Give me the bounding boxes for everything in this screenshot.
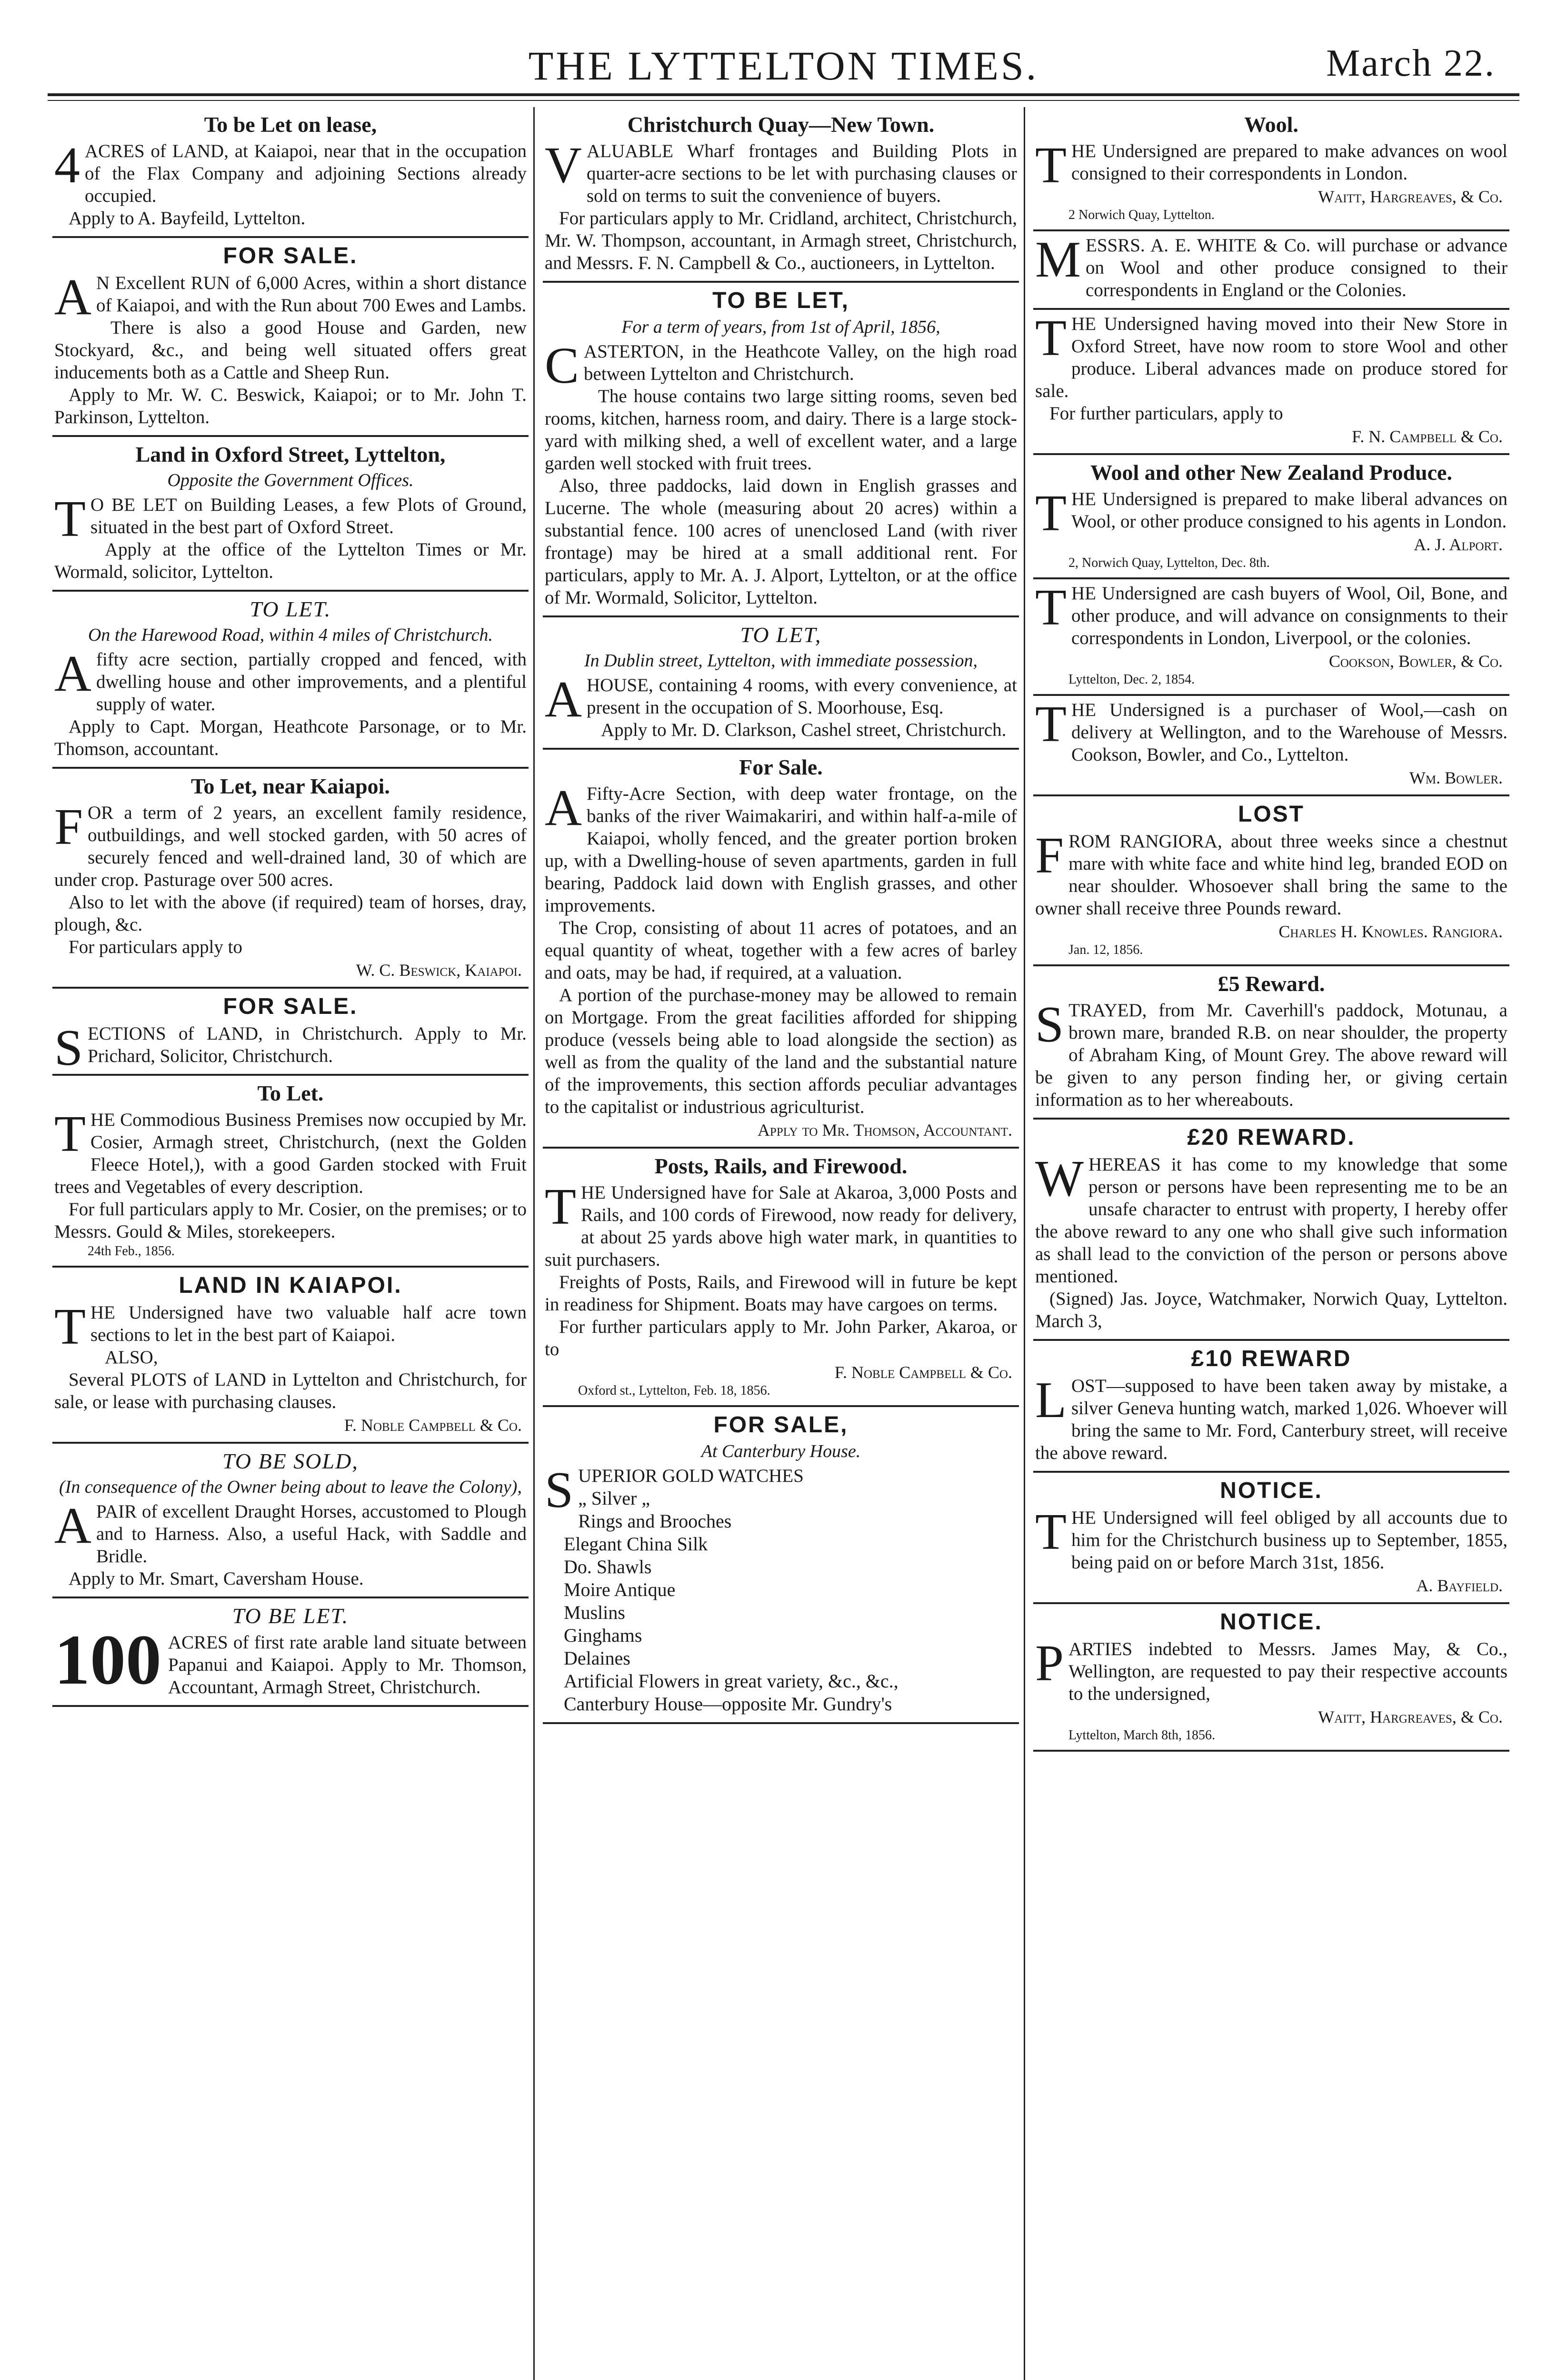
ad-paragraph: A portion of the purchase-money may be allowed to remain on Mortgage. From the great facilities afforded for shipping produce (vessels being able to load alongside the section) as well as from the quality of the land and the substantial nature of the improvements, this section affords peculiar advantages to the capitalist or industrious agriculturist. — [545, 985, 1017, 1117]
goods-list — [564, 1487, 1017, 1716]
ad-text: ACRES of LAND, at Kaiapoi, near that in the occupation of the Flax Company and adjoining Sections already occupied. — [85, 141, 527, 206]
ad-signature: A. Bayfield. — [1416, 1576, 1503, 1595]
ad-heading: £5 Reward. — [1218, 972, 1325, 996]
ad-heading: To Let, near Kaiapoi. — [191, 774, 390, 798]
ad-heading: NOTICE. — [1220, 1478, 1323, 1503]
ad-signature: Cookson, Bowler, & Co. — [1328, 652, 1503, 671]
ad-paragraph: The house contains two large sitting rooms, seven bed rooms, kitchen, harness room, and dairy. There is a large stock-yard with milking shed, a well of excellent water, and a large garden well stocked with fruit trees. — [545, 386, 1017, 474]
goods-list-item: Muslins — [564, 1602, 625, 1623]
ad-text: ACRES of first rate arable land situate between Papanui and Kaiapoi. Apply to Mr. Thomson, Accountant, Armagh Street, Christchurch. — [168, 1632, 527, 1697]
ad-text: N Excellent RUN of 6,000 Acres, within a short distance of Kaiapoi, and with the Run about 700 Ewes and Lambs. — [96, 273, 527, 316]
drop-capital: P — [1035, 1635, 1064, 1692]
ad-paragraph: For further particulars apply to Mr. John Parker, Akaroa, or to — [545, 1317, 1017, 1359]
ad-text: HE Undersigned having moved into their New Store in Oxford Street, have now room to store Wool and other produce. Liberal advances made on produce stored for sale. — [1035, 314, 1507, 401]
drop-capital: M — [1035, 231, 1081, 288]
advertisement — [543, 283, 1019, 617]
drop-capital: S — [54, 1020, 83, 1076]
ad-body — [1035, 579, 1507, 649]
ad-text: Fifty-Acre Section, with deep water frontage, on the banks of the river Waimakariri, and within half-a-mile of Kaiapoi, wholly fenced, and the greater portion broken up, with a Dwelling-house of seven apartments, garden in full bearing, Paddock laid down with English grasses, and other improvements. — [545, 783, 1017, 916]
masthead — [52, 33, 1515, 89]
drop-capital: T — [1035, 1504, 1067, 1560]
ad-body — [1035, 137, 1507, 194]
ad-body — [545, 671, 1017, 728]
ad-paragraph: Also to let with the above (if required) team of horses, dray, plough, &c. — [54, 892, 527, 935]
ad-subheading: For a term of years, from 1st of April, 1856, — [621, 317, 940, 337]
ad-paragraph: For full particulars apply to Mr. Cosier, on the premises; or to Messrs. Gould & Miles, storekeepers. — [54, 1199, 527, 1242]
goods-list-item: Elegant China Silk — [564, 1533, 708, 1555]
goods-list-item: Moire Antique — [564, 1579, 676, 1600]
ad-text: HE Undersigned have two valuable half acre town sections to let in the best part of Kaiapoi. — [90, 1302, 527, 1345]
ad-body — [54, 1620, 527, 1699]
ad-heading: LOST — [1238, 802, 1305, 827]
advertisement — [1033, 231, 1509, 310]
ad-body — [545, 1181, 1017, 1271]
advertisement — [1033, 796, 1509, 966]
ad-heading: To be Let on lease, — [204, 112, 377, 137]
ad-heading: To Let. — [257, 1081, 324, 1105]
ad-text: ARTIES indebted to Messrs. James May, & Co., Wellington, are requested to pay their respective accounts to the undersigned, — [1068, 1639, 1507, 1704]
ad-body — [54, 491, 527, 547]
ad-body — [54, 269, 527, 326]
column-divider — [533, 107, 535, 2380]
ad-heading: £20 REWARD. — [1187, 1125, 1356, 1150]
drop-capital: T — [54, 1299, 86, 1355]
advertisement — [1033, 1341, 1509, 1473]
advertisement — [1033, 696, 1509, 796]
ad-body — [54, 1497, 527, 1567]
advertisement — [1033, 310, 1509, 455]
goods-list-item: Do. Shawls — [564, 1556, 652, 1577]
ad-heading: Land in Oxford Street, Lyttelton, — [135, 442, 446, 466]
drop-capital: T — [1035, 696, 1067, 753]
ad-body — [1035, 1635, 1507, 1705]
advertisement — [52, 1268, 529, 1444]
ad-text: ESSRS. A. E. WHITE & Co. will purchase or advance on Wool and other produce consigned to their correspondents in England or the Colonies. — [1086, 235, 1507, 300]
ad-body — [1035, 996, 1507, 1111]
drop-capital: S — [545, 1462, 574, 1518]
drop-capital: A — [54, 269, 91, 326]
ad-subheading: At Canterbury House. — [701, 1441, 861, 1461]
goods-list-item: „ Silver „ — [578, 1488, 650, 1509]
ad-body — [54, 799, 527, 891]
ad-date: 24th Feb., 1856. — [88, 1244, 175, 1259]
ad-text: HE Undersigned is a purchaser of Wool,—cash on delivery at Wellington, and to the Warehouse of Messrs. Cookson, Bowler, and Co., Lyttelton. — [1071, 700, 1507, 765]
ad-subheading: (In consequence of the Owner being about to leave the Colony), — [59, 1477, 522, 1497]
ad-body — [54, 645, 527, 715]
masthead-rule — [48, 93, 1519, 96]
ad-paragraph: ALSO, — [104, 1347, 158, 1368]
drop-capital: W — [1035, 1150, 1084, 1207]
ad-heading: FOR SALE. — [223, 994, 358, 1019]
ad-text: OST—supposed to have been taken away by mistake, a silver Geneva hunting watch, marked 1,026. Whoever will bring the same to Mr. Ford, Canterbury street, will receive the above reward. — [1035, 1376, 1507, 1463]
advertisement — [52, 989, 529, 1076]
ad-heading: LAND IN KAIAPOI. — [179, 1273, 402, 1298]
ad-paragraph: For particulars apply to — [69, 937, 242, 957]
ad-text: TRAYED, from Mr. Caverhill's paddock, Motunau, a brown mare, branded R.B. on near shoulder, the property of Abraham King, of Mount Grey. The above reward will be given to any person finding her, or giving certain information as to her whereabouts. — [1035, 1000, 1507, 1110]
ad-text: HE Undersigned are prepared to make advances on wool consigned to their correspondents in London. — [1071, 141, 1507, 184]
ad-heading: For Sale. — [739, 755, 823, 779]
ad-signature: Waitt, Hargreaves, & Co. — [1318, 1707, 1503, 1726]
drop-capital: S — [1035, 996, 1064, 1053]
drop-capital: T — [1035, 137, 1067, 194]
ad-subheading: Opposite the Government Offices. — [167, 470, 414, 490]
drop-capital: F — [54, 799, 83, 855]
advertisement — [543, 1149, 1019, 1407]
advertisement — [52, 1076, 529, 1268]
ad-text: ROM RANGIORA, about three weeks since a chestnut mare with white face and white hind leg, branded EOD on near shoulder. Whosoever shall bring the same to the owner shall receive three Pounds reward. — [1035, 831, 1507, 919]
issue-date: March 22. — [1326, 42, 1496, 84]
advertisement — [52, 107, 529, 238]
ad-date: Jan. 12, 1856. — [1068, 942, 1143, 957]
ad-body — [54, 1299, 527, 1355]
ad-paragraph: For particulars apply to Mr. Cridland, architect, Christchurch, Mr. W. Thompson, accountant, in Armagh street, Christchurch, and Messrs. F. N. Campbell & Co., auctioneers, in Lyttelton. — [545, 208, 1017, 273]
ad-signature: F. N. Campbell & Co. — [1352, 427, 1503, 446]
advertisement — [52, 437, 529, 592]
masthead-rule-thin — [48, 100, 1519, 101]
drop-capital: A — [54, 1497, 91, 1554]
ad-text: HE Commodious Business Premises now occupied by Mr. Cosier, Armagh street, Christchurch, (next the Golden Fleece Hotel,), with a good Garden stocked with Fruit trees and Vegetables of every description. — [54, 1110, 527, 1197]
ad-text: OR a term of 2 years, an excellent family residence, outbuildings, and well stocked garden, with 50 acres of securely fenced and well-drained land, 30 of which are under crop. Pasturage over 500 acres. — [54, 803, 527, 890]
ad-signature: F. Noble Campbell & Co. — [834, 1363, 1012, 1382]
column-3 — [1033, 107, 1509, 2380]
ad-body — [1035, 1372, 1507, 1464]
ad-subheading: In Dublin street, Lyttelton, with immediate possession, — [584, 651, 978, 671]
ad-body — [54, 1020, 527, 1076]
ad-paragraph: (Signed) Jas. Joyce, Watchmaker, Norwich Quay, Lyttelton. March 3, — [1035, 1289, 1507, 1331]
ad-paragraph: For further particulars, apply to — [1049, 403, 1283, 424]
ad-date: Lyttelton, Dec. 2, 1854. — [1068, 672, 1195, 687]
ad-date: Lyttelton, March 8th, 1856. — [1068, 1728, 1215, 1743]
ad-text: fifty acre section, partially cropped and fenced, with dwelling house and other improvements, and a plentiful supply of water. — [96, 649, 527, 714]
ad-paragraph: Apply to Mr. D. Clarkson, Cashel street, Christchurch. — [601, 720, 1007, 740]
column-2 — [543, 107, 1019, 2380]
ad-text: O BE LET on Building Leases, a few Plots of Ground, situated in the best part of Oxford Street. — [90, 495, 527, 537]
ad-body — [1035, 696, 1507, 766]
goods-list-item: Delaines — [564, 1647, 630, 1669]
ad-text: HE Undersigned will feel obliged by all accounts due to him for the Christchurch business up to September, 1855, being paid on or before March 31st, 1856. — [1071, 1507, 1507, 1573]
ad-heading: TO BE LET, — [712, 288, 849, 313]
drop-capital: 4 — [54, 137, 80, 194]
ad-heading: NOTICE. — [1220, 1609, 1323, 1635]
advertisement — [1033, 579, 1509, 696]
ad-paragraph: There is also a good House and Garden, new Stockyard, &c., and being well situated offers great inducements both as a Cattle and Sheep Run. — [54, 317, 527, 383]
drop-capital: A — [545, 671, 582, 728]
ad-text: UPERIOR GOLD WATCHES — [578, 1466, 804, 1486]
drop-capital: L — [1035, 1372, 1067, 1428]
drop-capital: T — [1035, 310, 1067, 367]
ad-body — [54, 1106, 527, 1198]
advertisement — [52, 592, 529, 769]
ad-heading: Posts, Rails, and Firewood. — [654, 1154, 908, 1178]
advertisement — [1033, 455, 1509, 579]
advertisement — [543, 107, 1019, 283]
ad-paragraph: Apply to A. Bayfeild, Lyttelton. — [69, 208, 306, 228]
goods-list-item: Ginghams — [564, 1625, 642, 1646]
ad-paragraph: Freights of Posts, Rails, and Firewood will in future be kept in readiness for Shipment. Boats may have cargoes on terms. — [545, 1272, 1017, 1315]
ad-heading: Wool and other New Zealand Produce. — [1090, 460, 1452, 485]
ad-paragraph: Several PLOTS of LAND in Lyttelton and Christchurch, for sale, or lease with purchasing clauses. — [54, 1369, 527, 1412]
ad-body — [1035, 485, 1507, 542]
drop-capital: 100 — [54, 1620, 161, 1699]
drop-capital: C — [545, 337, 579, 394]
ad-signature: Waitt, Hargreaves, & Co. — [1318, 187, 1503, 206]
ad-body — [1035, 231, 1507, 301]
advertisement — [1033, 1473, 1509, 1604]
ad-heading: TO LET, — [740, 623, 822, 647]
advertisement — [1033, 1604, 1509, 1752]
advertisement — [543, 750, 1019, 1149]
ad-date: 2 Norwich Quay, Lyttelton. — [1068, 208, 1215, 222]
goods-list-item: Artificial Flowers in great variety, &c., &c., — [564, 1670, 898, 1692]
ad-subheading: On the Harewood Road, within 4 miles of Christchurch. — [88, 625, 493, 645]
ad-body — [545, 137, 1017, 207]
advertisement — [1033, 1120, 1509, 1341]
ad-signature: F. Noble Campbell & Co. — [344, 1416, 522, 1435]
ad-heading: TO BE LET. — [232, 1604, 349, 1628]
ad-paragraph: Apply at the office of the Lyttelton Times or Mr. Wormald, solicitor, Lyttelton. — [54, 539, 527, 582]
column-divider — [1024, 107, 1025, 2380]
advertisement — [1033, 107, 1509, 231]
ad-body — [1035, 1150, 1507, 1288]
ad-text: HE Undersigned is prepared to make liberal advances on Wool, or other produce consigned to his agents in London. — [1071, 489, 1507, 532]
ad-text: PAIR of excellent Draught Horses, accustomed to Plough and to Harness. Also, a useful Hack, with Saddle and Bridle. — [96, 1501, 527, 1567]
column-1 — [52, 107, 529, 2380]
ad-body — [545, 780, 1017, 917]
ad-date: 2, Norwich Quay, Lyttelton, Dec. 8th. — [1068, 555, 1270, 570]
drop-capital: V — [545, 137, 582, 194]
advertisement — [52, 769, 529, 989]
ad-text: HEREAS it has come to my knowledge that some person or persons have been representing me to be an unsafe character to entrust with property, I hereby offer the above reward to any one who shall give such information as shall lead to the conviction of the person or persons above mentioned. — [1035, 1154, 1507, 1287]
ad-heading: FOR SALE. — [223, 243, 358, 268]
drop-capital: T — [545, 1179, 576, 1235]
drop-capital: A — [545, 780, 582, 836]
advertisement — [543, 1407, 1019, 1724]
ad-heading: £10 REWARD — [1191, 1346, 1352, 1371]
ad-text: HE Undersigned are cash buyers of Wool, Oil, Bone, and other produce, and will advance on consignments to their correspondents in London, Liverpool, or the colonies. — [1071, 583, 1507, 648]
ad-signature: Wm. Bowler. — [1409, 768, 1503, 787]
ad-text: HE Undersigned have for Sale at Akaroa, 3,000 Posts and Rails, and 100 cords of Firewood, now ready for delivery, at about 25 yards above high water mark, in quantities to suit purchasers. — [545, 1182, 1017, 1270]
ad-text: ECTIONS of LAND, in Christchurch. Apply to Mr. Prichard, Solicitor, Christchurch. — [88, 1023, 527, 1066]
drop-capital: T — [54, 1106, 86, 1162]
advertisement — [543, 617, 1019, 750]
ad-paragraph: The Crop, consisting of about 11 acres of potatoes, and an equal quantity of wheat, together with a few acres of barley and oats, may be had, if required, at a valuation. — [545, 918, 1017, 983]
ad-text: HOUSE, containing 4 rooms, with every convenience, at present in the occupation of S. Moorhouse, Esq. — [587, 675, 1017, 718]
goods-list-item: Rings and Brooches — [578, 1510, 732, 1532]
advertisement — [52, 238, 529, 437]
ad-body — [1035, 1504, 1507, 1574]
ad-text: ASTERTON, in the Heathcote Valley, on the high road between Lyttelton and Christchurch. — [584, 341, 1017, 384]
advertisement — [1033, 966, 1509, 1120]
ad-signature: W. C. Beswick, Kaiapoi. — [356, 961, 522, 980]
ad-body — [1035, 827, 1507, 920]
drop-capital: T — [1035, 579, 1067, 636]
advertisement — [52, 1598, 529, 1707]
newspaper-title: THE LYTTELTON TIMES. — [528, 43, 1039, 89]
ad-body — [54, 137, 527, 207]
ad-paragraph: Apply to Mr. W. C. Beswick, Kaiapoi; or to Mr. John T. Parkinson, Lyttelton. — [54, 385, 527, 427]
ad-heading: Christchurch Quay—New Town. — [627, 112, 935, 137]
ad-date: Oxford st., Lyttelton, Feb. 18, 1856. — [578, 1383, 770, 1398]
ad-heading: Wool. — [1244, 112, 1298, 137]
drop-capital: T — [1035, 485, 1067, 542]
ad-signature: A. J. Alport. — [1414, 535, 1503, 554]
goods-list-item: Canterbury House—opposite Mr. Gundry's — [564, 1693, 892, 1715]
ad-paragraph: Also, three paddocks, laid down in English grasses and Lucerne. The whole (measuring about 20 acres) within a substantial fence. 100 acres of unenclosed Land (with river frontage) may be hired at a small additional rent. For particulars, apply to Mr. A. J. Alport, Lyttelton, or at the office of Mr. Wormald, Solicitor, Lyttelton. — [545, 476, 1017, 608]
drop-capital: F — [1035, 827, 1064, 884]
ad-signature: Charles H. Knowles. Rangiora. — [1278, 922, 1503, 941]
ad-heading: TO BE SOLD, — [222, 1449, 359, 1473]
ad-heading: FOR SALE, — [713, 1412, 848, 1438]
drop-capital: A — [54, 645, 91, 702]
ad-paragraph: Apply to Mr. Smart, Caversham House. — [69, 1568, 364, 1589]
ad-signature: Apply to Mr. Thomson, Accountant. — [757, 1121, 1012, 1140]
ad-body — [1035, 310, 1507, 402]
ad-body — [545, 337, 1017, 394]
ad-heading: TO LET. — [250, 597, 331, 621]
ad-paragraph: Apply to Capt. Morgan, Heathcote Parsonage, or to Mr. Thomson, accountant. — [54, 716, 527, 759]
ad-text: ALUABLE Wharf frontages and Building Plots in quarter-acre sections to be let with purchasing clauses or sold on terms to suit the convenience of buyers. — [587, 141, 1017, 206]
advertisement — [52, 1444, 529, 1598]
drop-capital: T — [54, 491, 86, 547]
